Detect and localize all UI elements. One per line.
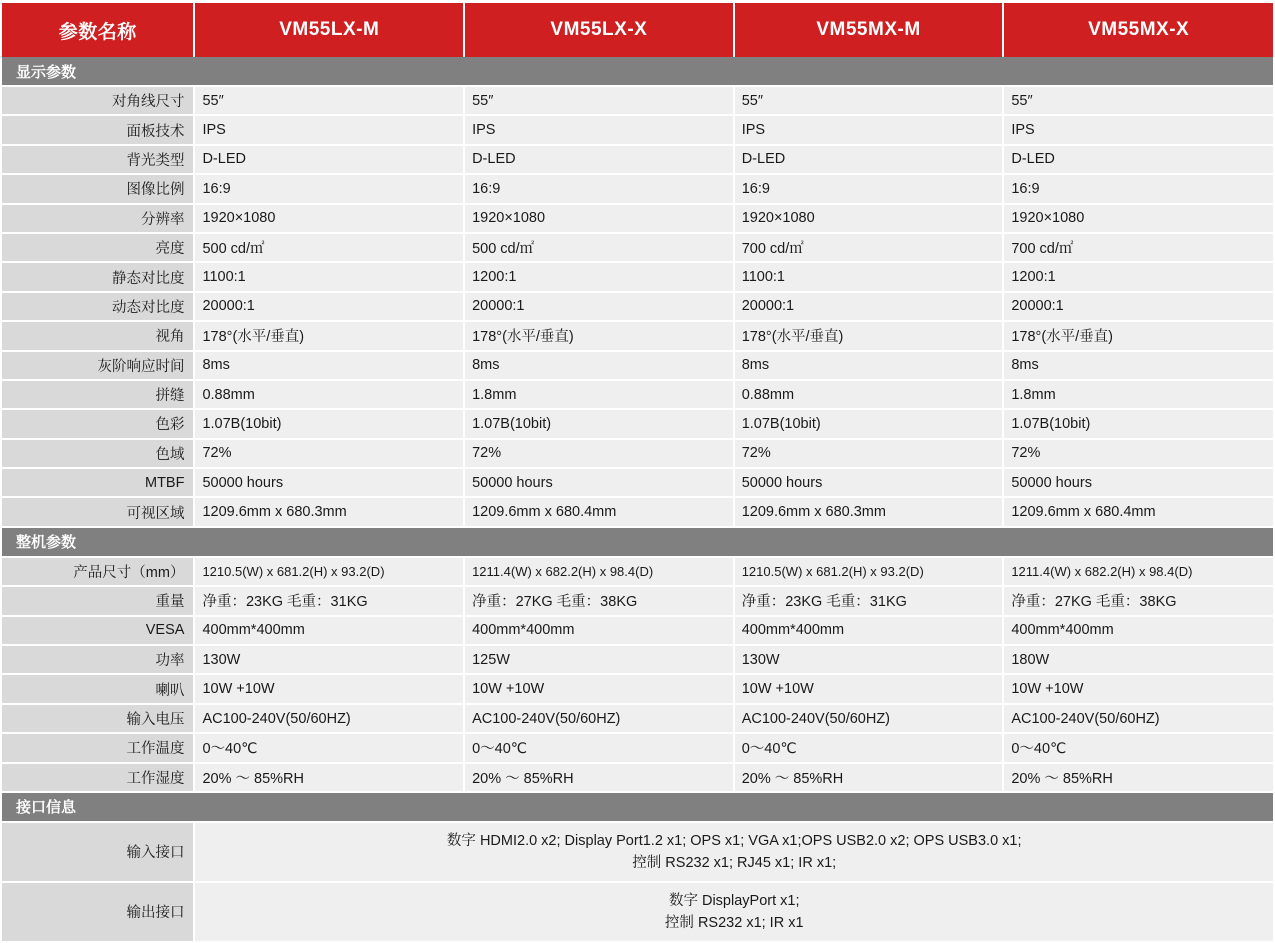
section-title: 接口信息 xyxy=(2,792,1273,822)
row-value: D-LED xyxy=(194,145,464,174)
row-value: 1100:1 xyxy=(194,262,464,291)
row-value: 1.07B(10bit) xyxy=(464,409,734,438)
row-value: 1.8mm xyxy=(1003,380,1273,409)
table-row xyxy=(2,645,1273,674)
row-value: D-LED xyxy=(464,145,734,174)
header-model-2: VM55LX-X xyxy=(464,3,734,57)
row-value: 16:9 xyxy=(194,174,464,203)
header-model-3: VM55MX-M xyxy=(734,3,1004,57)
row-value: AC100-240V(50/60HZ) xyxy=(1003,704,1273,733)
row-value: 55″ xyxy=(194,86,464,115)
row-value: 180W xyxy=(1003,645,1273,674)
row-value: 16:9 xyxy=(734,174,1004,203)
row-value: 1210.5(W) x 681.2(H) x 93.2(D) xyxy=(194,557,464,586)
interface-line: 控制 RS232 x1; RJ45 x1; IR x1; xyxy=(632,854,837,871)
row-label: 产品尺寸（mm） xyxy=(2,557,194,586)
row-value-merged xyxy=(194,822,1273,882)
table-row xyxy=(2,262,1273,291)
row-value: 20000:1 xyxy=(734,292,1004,321)
table-row xyxy=(2,557,1273,586)
row-value: 55″ xyxy=(734,86,1004,115)
row-label: VESA xyxy=(2,616,194,645)
section-header-display xyxy=(2,57,1273,86)
row-label: 图像比例 xyxy=(2,174,194,203)
row-value: 400mm*400mm xyxy=(464,616,734,645)
row-value: 1211.4(W) x 682.2(H) x 98.4(D) xyxy=(464,557,734,586)
section-header-machine xyxy=(2,527,1273,557)
row-label: 功率 xyxy=(2,645,194,674)
table-row xyxy=(2,616,1273,645)
row-label: 面板技术 xyxy=(2,115,194,144)
row-value: 178°(水平/垂直) xyxy=(734,321,1004,350)
section-title: 整机参数 xyxy=(2,527,1273,557)
row-value: 20000:1 xyxy=(194,292,464,321)
row-value: 500 cd/㎡ xyxy=(194,233,464,262)
row-value: 1200:1 xyxy=(464,262,734,291)
table-row xyxy=(2,86,1273,115)
interface-line: 控制 RS232 x1; IR x1 xyxy=(664,914,804,931)
row-value: 50000 hours xyxy=(464,468,734,497)
row-value: 1211.4(W) x 682.2(H) x 98.4(D) xyxy=(1003,557,1273,586)
section-header-interface xyxy=(2,792,1273,822)
row-value: AC100-240V(50/60HZ) xyxy=(194,704,464,733)
specification-table xyxy=(2,3,1273,943)
header-model-4: VM55MX-X xyxy=(1003,3,1273,57)
row-value: 20% ～ 85%RH xyxy=(1003,763,1273,792)
row-value: 1.07B(10bit) xyxy=(1003,409,1273,438)
row-value: IPS xyxy=(194,115,464,144)
row-value: 178°(水平/垂直) xyxy=(464,321,734,350)
row-value: 20% ～ 85%RH xyxy=(194,763,464,792)
table-row xyxy=(2,497,1273,526)
row-value: IPS xyxy=(1003,115,1273,144)
table-row xyxy=(2,380,1273,409)
row-label: 亮度 xyxy=(2,233,194,262)
row-value: AC100-240V(50/60HZ) xyxy=(734,704,1004,733)
row-value: 0.88mm xyxy=(194,380,464,409)
row-value: 1920×1080 xyxy=(194,204,464,233)
row-value: 50000 hours xyxy=(734,468,1004,497)
row-value: 0～40℃ xyxy=(464,733,734,762)
row-value: 8ms xyxy=(1003,351,1273,380)
row-label: 重量 xyxy=(2,586,194,615)
row-value: 16:9 xyxy=(1003,174,1273,203)
table-row xyxy=(2,233,1273,262)
row-label: 色域 xyxy=(2,439,194,468)
row-label: 背光类型 xyxy=(2,145,194,174)
row-label: 输入接口 xyxy=(2,822,194,882)
table-row-input-interface xyxy=(2,822,1273,882)
table-row xyxy=(2,115,1273,144)
row-value: 178°(水平/垂直) xyxy=(1003,321,1273,350)
row-label: 拼缝 xyxy=(2,380,194,409)
row-label: 视角 xyxy=(2,321,194,350)
table-row xyxy=(2,204,1273,233)
row-value: 1920×1080 xyxy=(464,204,734,233)
row-value: 72% xyxy=(1003,439,1273,468)
row-value: 净重：27KG 毛重：38KG xyxy=(464,586,734,615)
row-label: 灰阶响应时间 xyxy=(2,351,194,380)
row-value: 10W +10W xyxy=(1003,674,1273,703)
table-row xyxy=(2,174,1273,203)
row-value: 1209.6mm x 680.3mm xyxy=(194,497,464,526)
table-row xyxy=(2,439,1273,468)
table-row xyxy=(2,733,1273,762)
table-row xyxy=(2,409,1273,438)
row-value: 0～40℃ xyxy=(1003,733,1273,762)
row-value: 500 cd/㎡ xyxy=(464,233,734,262)
row-label: 动态对比度 xyxy=(2,292,194,321)
row-value: 50000 hours xyxy=(1003,468,1273,497)
row-label: 对角线尺寸 xyxy=(2,86,194,115)
section-title: 显示参数 xyxy=(2,57,1273,86)
row-value: 20000:1 xyxy=(1003,292,1273,321)
row-value: 10W +10W xyxy=(194,674,464,703)
row-value: 20000:1 xyxy=(464,292,734,321)
row-label: 输入电压 xyxy=(2,704,194,733)
table-row xyxy=(2,704,1273,733)
table-row xyxy=(2,321,1273,350)
row-label: 静态对比度 xyxy=(2,262,194,291)
row-label: 分辨率 xyxy=(2,204,194,233)
table-row xyxy=(2,351,1273,380)
table-row xyxy=(2,674,1273,703)
row-value: 125W xyxy=(464,645,734,674)
row-value: 16:9 xyxy=(464,174,734,203)
row-value: 1920×1080 xyxy=(1003,204,1273,233)
row-value: 1209.6mm x 680.4mm xyxy=(464,497,734,526)
interface-line: 数字 HDMI2.0 x2; Display Port1.2 x1; OPS x1; VGA x1;OPS USB2.0 x2; OPS USB3.0 x1; xyxy=(446,832,1022,849)
row-value: IPS xyxy=(464,115,734,144)
row-value: 1210.5(W) x 681.2(H) x 93.2(D) xyxy=(734,557,1004,586)
row-value: 1.07B(10bit) xyxy=(194,409,464,438)
row-value: AC100-240V(50/60HZ) xyxy=(464,704,734,733)
row-value: 55″ xyxy=(1003,86,1273,115)
row-value: 10W +10W xyxy=(464,674,734,703)
row-label: 色彩 xyxy=(2,409,194,438)
table-row xyxy=(2,586,1273,615)
row-value: 50000 hours xyxy=(194,468,464,497)
header-model-1: VM55LX-M xyxy=(194,3,464,57)
row-value: 净重：23KG 毛重：31KG xyxy=(194,586,464,615)
row-value: 400mm*400mm xyxy=(194,616,464,645)
row-value: 400mm*400mm xyxy=(734,616,1004,645)
spec-sheet xyxy=(0,3,1275,931)
row-value: 净重：27KG 毛重：38KG xyxy=(1003,586,1273,615)
row-value: 700 cd/㎡ xyxy=(1003,233,1273,262)
row-value: 1100:1 xyxy=(734,262,1004,291)
table-body xyxy=(2,57,1273,942)
row-value: 净重：23KG 毛重：31KG xyxy=(734,586,1004,615)
row-value: 10W +10W xyxy=(734,674,1004,703)
header-row xyxy=(2,3,1273,57)
row-value: 1209.6mm x 680.4mm xyxy=(1003,497,1273,526)
row-value: 55″ xyxy=(464,86,734,115)
row-value: 20% ～ 85%RH xyxy=(734,763,1004,792)
table-row xyxy=(2,468,1273,497)
row-value: 1.07B(10bit) xyxy=(734,409,1004,438)
table-row-output-interface xyxy=(2,882,1273,942)
row-label: 工作温度 xyxy=(2,733,194,762)
row-value: 1920×1080 xyxy=(734,204,1004,233)
row-label: 喇叭 xyxy=(2,674,194,703)
header-param-name: 参数名称 xyxy=(2,3,194,57)
row-value: 72% xyxy=(194,439,464,468)
row-label: 工作湿度 xyxy=(2,763,194,792)
row-label: MTBF xyxy=(2,468,194,497)
row-value: 8ms xyxy=(734,351,1004,380)
table-header xyxy=(2,3,1273,57)
row-value: 72% xyxy=(464,439,734,468)
row-value: 700 cd/㎡ xyxy=(734,233,1004,262)
row-value: 0～40℃ xyxy=(194,733,464,762)
row-value: 0.88mm xyxy=(734,380,1004,409)
table-row xyxy=(2,763,1273,792)
row-value: D-LED xyxy=(1003,145,1273,174)
row-value: D-LED xyxy=(734,145,1004,174)
row-value: 20% ～ 85%RH xyxy=(464,763,734,792)
row-value: 1200:1 xyxy=(1003,262,1273,291)
row-label: 可视区域 xyxy=(2,497,194,526)
row-value: 72% xyxy=(734,439,1004,468)
row-label: 输出接口 xyxy=(2,882,194,942)
table-row xyxy=(2,292,1273,321)
row-value: 400mm*400mm xyxy=(1003,616,1273,645)
row-value-merged xyxy=(194,882,1273,942)
row-value: 178°(水平/垂直) xyxy=(194,321,464,350)
table-row xyxy=(2,145,1273,174)
row-value: 8ms xyxy=(194,351,464,380)
row-value: 8ms xyxy=(464,351,734,380)
row-value: 1209.6mm x 680.3mm xyxy=(734,497,1004,526)
row-value: IPS xyxy=(734,115,1004,144)
row-value: 0～40℃ xyxy=(734,733,1004,762)
row-value: 130W xyxy=(734,645,1004,674)
row-value: 1.8mm xyxy=(464,380,734,409)
row-value: 130W xyxy=(194,645,464,674)
interface-line: 数字 DisplayPort x1; xyxy=(668,892,800,909)
